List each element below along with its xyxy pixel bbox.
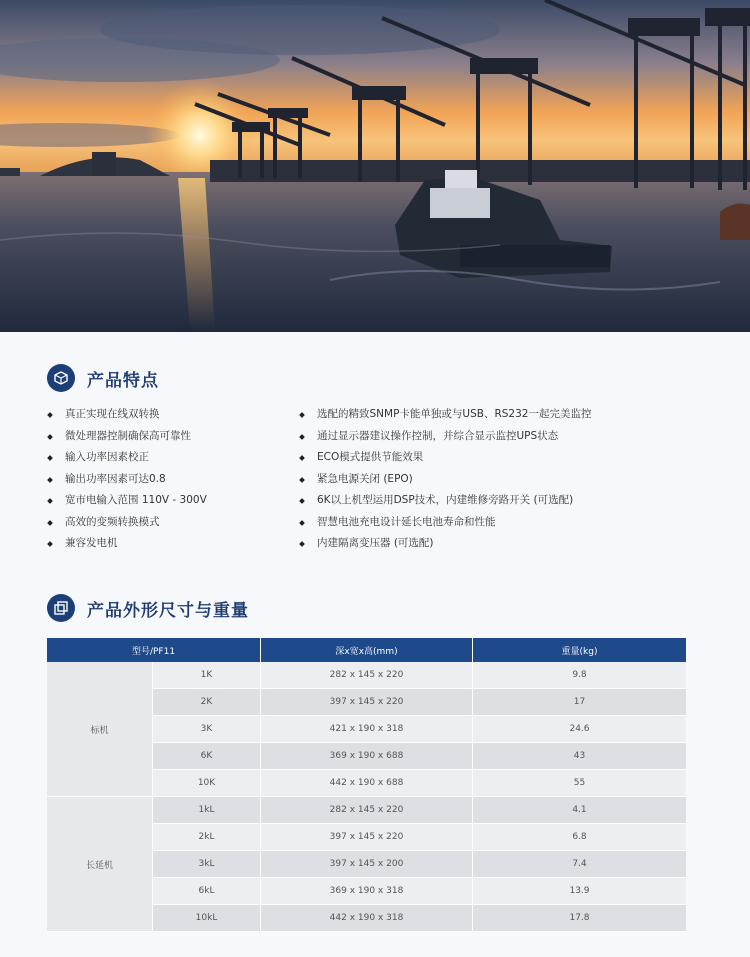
model-cell: 6K bbox=[153, 743, 261, 770]
list-item: 智慧电池充电设计延长电池寿命和性能 bbox=[299, 512, 591, 534]
size-cell: 421 x 190 x 318 bbox=[261, 716, 473, 743]
size-cell: 397 x 145 x 200 bbox=[261, 851, 473, 878]
weight-cell: 6.8 bbox=[473, 824, 686, 851]
model-cell: 10kL bbox=[153, 905, 261, 932]
list-item: 内建隔离变压器 (可选配) bbox=[299, 533, 591, 555]
list-item: 通过显示器建议操作控制，并综合显示监控UPS状态 bbox=[299, 426, 591, 448]
group-label-standard: 标机 bbox=[47, 662, 153, 797]
weight-cell: 17.8 bbox=[473, 905, 686, 932]
list-item: 输出功率因素可达0.8 bbox=[47, 469, 299, 491]
dimension-icon bbox=[47, 594, 75, 622]
list-item: 真正实现在线双转换 bbox=[47, 404, 299, 426]
weight-cell: 4.1 bbox=[473, 797, 686, 824]
list-item: 微处理器控制确保高可靠性 bbox=[47, 426, 299, 448]
list-item: 选配的精致SNMP卡能单独或与USB、RS232一起完美监控 bbox=[299, 404, 591, 426]
feature-list-right bbox=[299, 404, 591, 555]
features-title: 产品特点 bbox=[87, 370, 159, 391]
size-cell: 369 x 190 x 318 bbox=[261, 878, 473, 905]
list-item: 紧急电源关闭 (EPO) bbox=[299, 469, 591, 491]
weight-cell: 13.9 bbox=[473, 878, 686, 905]
column-header-weight: 重量(kg) bbox=[473, 638, 686, 662]
size-cell: 369 x 190 x 688 bbox=[261, 743, 473, 770]
features-heading bbox=[47, 364, 159, 392]
size-cell: 397 x 145 x 220 bbox=[261, 689, 473, 716]
list-item: ECO模式提供节能效果 bbox=[299, 447, 591, 469]
table-row bbox=[47, 662, 686, 689]
table-row bbox=[47, 797, 686, 824]
size-cell: 442 x 190 x 318 bbox=[261, 905, 473, 932]
model-cell: 3kL bbox=[153, 851, 261, 878]
size-cell: 397 x 145 x 220 bbox=[261, 824, 473, 851]
size-cell: 282 x 145 x 220 bbox=[261, 662, 473, 689]
harbor-sunset-photo bbox=[0, 0, 750, 332]
table-header-row bbox=[47, 638, 686, 662]
list-item: 输入功率因素校正 bbox=[47, 447, 299, 469]
weight-cell: 7.4 bbox=[473, 851, 686, 878]
model-cell: 2K bbox=[153, 689, 261, 716]
model-cell: 6kL bbox=[153, 878, 261, 905]
weight-cell: 24.6 bbox=[473, 716, 686, 743]
list-item: 高效的变频转换模式 bbox=[47, 512, 299, 534]
list-item: 兼容发电机 bbox=[47, 533, 299, 555]
model-cell: 3K bbox=[153, 716, 261, 743]
group-label-long-backup: 长延机 bbox=[47, 797, 153, 932]
weight-cell: 17 bbox=[473, 689, 686, 716]
model-cell: 2kL bbox=[153, 824, 261, 851]
feature-list bbox=[47, 404, 707, 555]
feature-list-left bbox=[47, 404, 299, 555]
dimensions-heading bbox=[47, 594, 249, 622]
weight-cell: 9.8 bbox=[473, 662, 686, 689]
list-item: 6K以上机型运用DSP技术，内建维修旁路开关 (可选配) bbox=[299, 490, 591, 512]
size-cell: 442 x 190 x 688 bbox=[261, 770, 473, 797]
size-cell: 282 x 145 x 220 bbox=[261, 797, 473, 824]
weight-cell: 43 bbox=[473, 743, 686, 770]
model-cell: 10K bbox=[153, 770, 261, 797]
dimensions-title: 产品外形尺寸与重量 bbox=[87, 600, 249, 621]
ups-box-icon bbox=[47, 364, 75, 392]
weight-cell: 55 bbox=[473, 770, 686, 797]
hero-image bbox=[0, 0, 750, 332]
dimensions-table bbox=[47, 638, 686, 932]
model-cell: 1K bbox=[153, 662, 261, 689]
list-item: 宽市电输入范围 110V - 300V bbox=[47, 490, 299, 512]
column-header-size: 深x宽x高(mm) bbox=[261, 638, 473, 662]
model-cell: 1kL bbox=[153, 797, 261, 824]
column-header-model: 型号/PF11 bbox=[47, 638, 261, 662]
